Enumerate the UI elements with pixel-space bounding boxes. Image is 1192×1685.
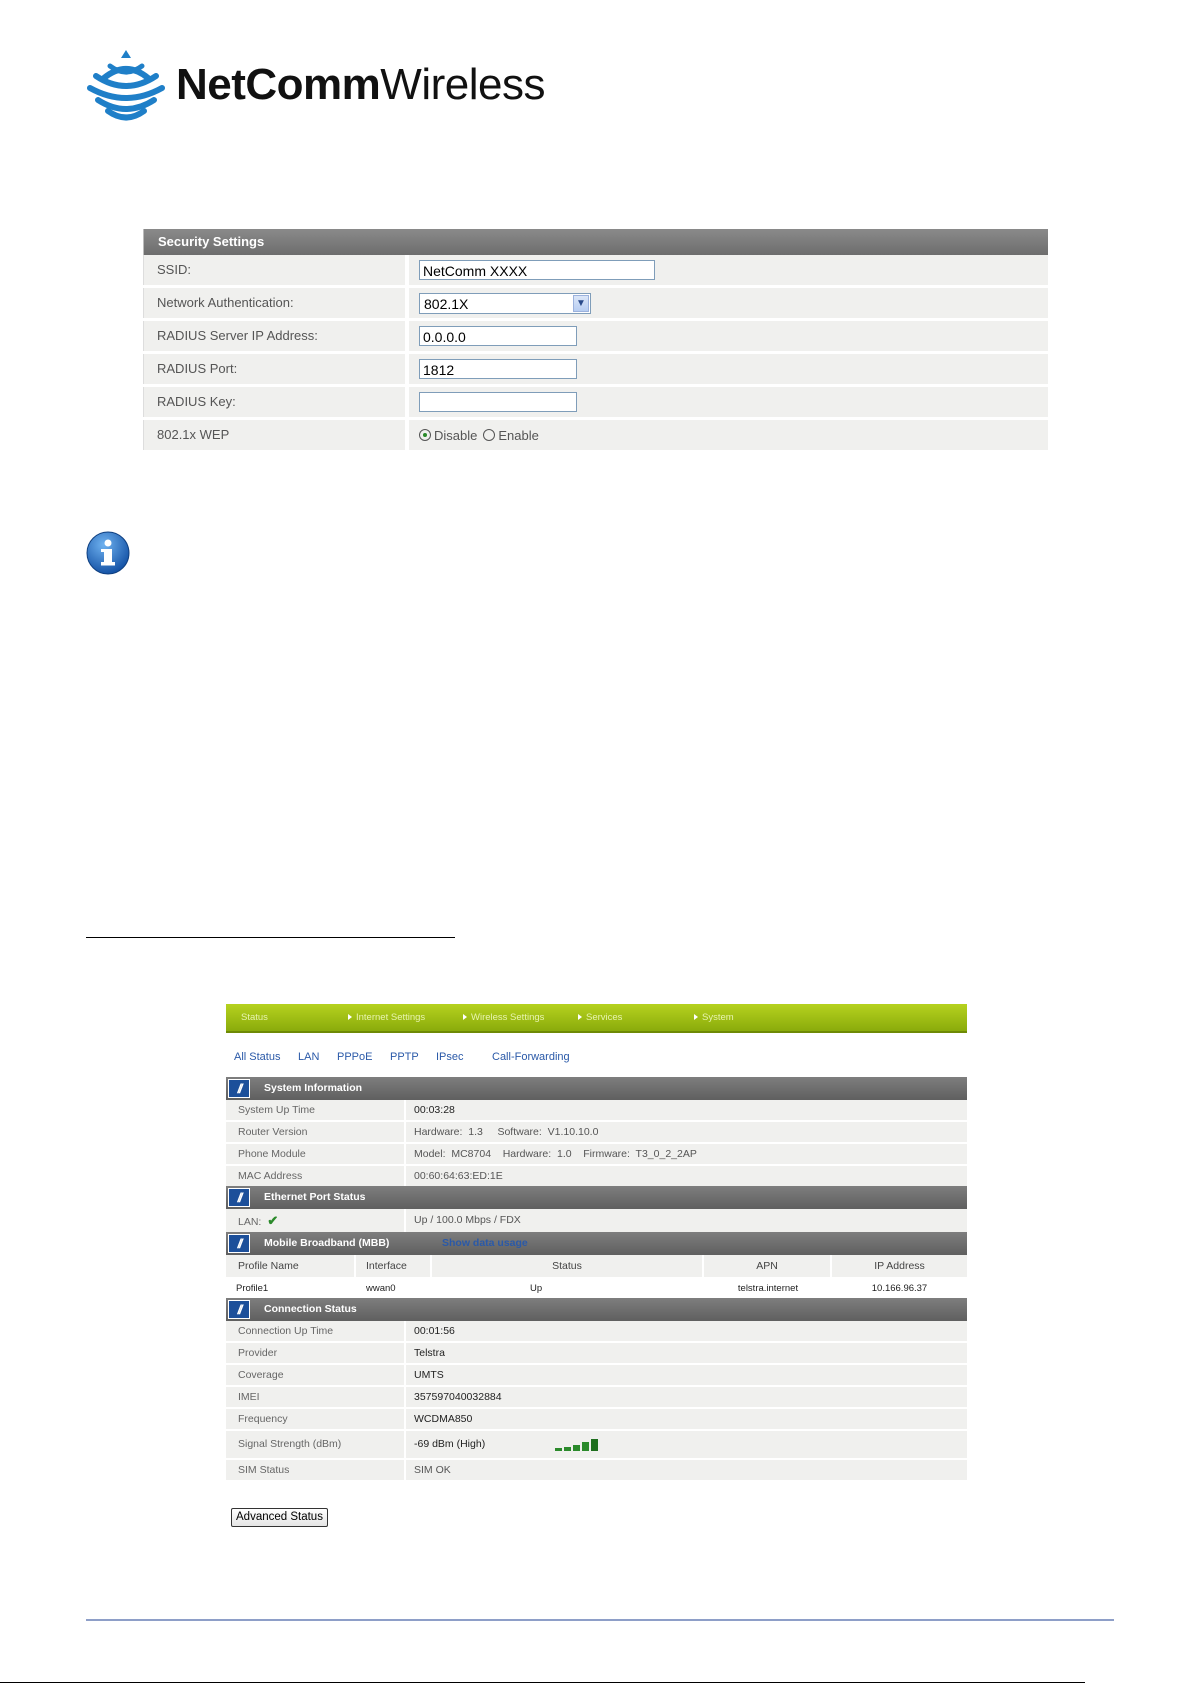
mac-address-value: 00:60:64:63:ED:1E <box>404 1166 967 1186</box>
triangle-right-icon <box>578 1014 582 1020</box>
connection-up-time-label: Connection Up Time <box>238 1325 334 1337</box>
radius-key-label: RADIUS Key: <box>143 387 405 417</box>
signal-bar <box>573 1445 580 1451</box>
imei-label: IMEI <box>238 1391 260 1403</box>
ethernet-port-status-header: // Ethernet Port Status <box>226 1186 967 1209</box>
frequency-row <box>226 1409 967 1431</box>
sim-status-value: SIM OK <box>404 1460 967 1480</box>
radius-port-label: RADIUS Port: <box>143 354 405 384</box>
router-version-value: Hardware: 1.3 Software: V1.10.10.0 <box>404 1122 967 1142</box>
router-status-screenshot <box>226 1004 967 1480</box>
phone-module-label: Phone Module <box>238 1148 306 1160</box>
sim-status-row <box>226 1460 967 1480</box>
connection-up-time-row <box>226 1321 967 1343</box>
mbb-table-header <box>226 1255 967 1279</box>
wep-label: 802.1x WEP <box>143 420 405 450</box>
coverage-value: UMTS <box>404 1365 967 1385</box>
network-authentication-label: Network Authentication: <box>143 288 405 318</box>
provider-row <box>226 1343 967 1365</box>
col-interface: Interface <box>356 1255 432 1277</box>
signal-bar <box>591 1439 598 1451</box>
ssid-label: SSID: <box>143 255 405 285</box>
coverage-row <box>226 1365 967 1387</box>
col-ip-address: IP Address <box>874 1260 925 1272</box>
ip-address-cell: 10.166.96.37 <box>871 1283 928 1294</box>
lan-status-value: Up / 100.0 Mbps / FDX <box>404 1209 967 1232</box>
system-information-header: // System Information <box>226 1077 967 1100</box>
signal-bar <box>564 1447 571 1451</box>
ssid-row <box>143 255 1048 288</box>
nav-system[interactable]: System <box>694 1012 734 1023</box>
checkmark-icon: ✔ <box>267 1213 279 1228</box>
mobile-broadband-header: // Mobile Broadband (MBB) Show data usage <box>226 1232 967 1255</box>
router-version-row <box>226 1122 967 1144</box>
sim-status-label: SIM Status <box>238 1464 290 1476</box>
wep-enable-radio[interactable] <box>483 429 495 441</box>
phone-module-value: Model: MC8704 Hardware: 1.0 Firmware: T3_0_2_2AP <box>404 1144 967 1164</box>
triangle-right-icon <box>463 1014 467 1020</box>
wep-disable-label: Disable <box>434 427 478 443</box>
signal-bar <box>555 1448 562 1451</box>
subnav-lan[interactable]: LAN <box>298 1051 320 1063</box>
brand-name: NetCommWireless <box>176 60 545 109</box>
wep-disable-radio[interactable] <box>419 429 431 441</box>
system-up-time-label: System Up Time <box>238 1104 316 1116</box>
apn-cell: telstra.internet <box>737 1283 799 1294</box>
radius-server-ip-label: RADIUS Server IP Address: <box>143 321 405 351</box>
top-nav-bar <box>226 1004 967 1033</box>
coverage-label: Coverage <box>238 1369 284 1381</box>
router-version-label: Router Version <box>238 1126 308 1138</box>
network-authentication-select[interactable]: 802.1X ▼ <box>419 293 591 314</box>
network-authentication-row <box>143 288 1048 321</box>
sub-nav <box>226 1033 967 1077</box>
system-up-time-row <box>226 1100 967 1122</box>
nav-services[interactable]: Services <box>578 1012 622 1023</box>
security-settings-title: Security Settings <box>143 229 1048 255</box>
signal-bars-icon <box>555 1438 598 1451</box>
show-data-usage-link[interactable]: Show data usage <box>442 1237 528 1249</box>
nav-status[interactable]: Status <box>241 1012 268 1023</box>
lan-status-row <box>226 1209 967 1232</box>
netcomm-logo <box>86 48 606 123</box>
radius-server-ip-row <box>143 321 1048 354</box>
separator-line <box>86 937 455 938</box>
radius-key-input[interactable] <box>419 392 577 412</box>
frequency-label: Frequency <box>238 1413 288 1425</box>
radius-server-ip-input[interactable]: 0.0.0.0 <box>419 326 577 346</box>
netcomm-badge-icon: // <box>228 1079 250 1098</box>
signal-bar <box>582 1442 589 1451</box>
wep-row <box>143 420 1048 450</box>
profile-name-cell: Profile1 <box>236 1283 269 1294</box>
netcomm-badge-icon: // <box>228 1234 250 1253</box>
col-apn: APN <box>704 1255 832 1277</box>
advanced-status-button[interactable]: Advanced Status <box>231 1508 328 1527</box>
imei-value: 357597040032884 <box>404 1387 967 1407</box>
footer-divider <box>86 1619 1114 1621</box>
mac-address-label: MAC Address <box>238 1170 303 1182</box>
radius-key-row <box>143 387 1048 420</box>
security-settings-panel <box>143 229 1048 450</box>
subnav-all-status[interactable]: All Status <box>234 1051 281 1063</box>
col-status: Status <box>432 1255 704 1277</box>
subnav-call-forwarding[interactable]: Call-Forwarding <box>492 1051 570 1063</box>
system-up-time-value: 00:03:28 <box>404 1100 967 1120</box>
signal-strength-row <box>226 1431 967 1460</box>
signal-strength-label: Signal Strength (dBm) <box>238 1438 342 1450</box>
page-bottom-line <box>0 1682 1085 1683</box>
connection-status-header: // Connection Status <box>226 1298 967 1321</box>
provider-label: Provider <box>238 1347 278 1359</box>
subnav-ipsec[interactable]: IPsec <box>436 1051 464 1063</box>
netcomm-badge-icon: // <box>228 1300 250 1319</box>
radius-port-row <box>143 354 1048 387</box>
interface-cell: wwan0 <box>366 1283 396 1294</box>
table-row <box>226 1279 967 1298</box>
subnav-pptp[interactable]: PPTP <box>390 1051 419 1063</box>
mac-address-row <box>226 1166 967 1186</box>
imei-row <box>226 1387 967 1409</box>
col-profile-name: Profile Name <box>226 1255 356 1277</box>
chevron-down-icon[interactable]: ▼ <box>573 295 589 312</box>
ssid-input[interactable]: NetComm XXXX <box>419 260 655 280</box>
triangle-right-icon <box>694 1014 698 1020</box>
signal-strength-value: -69 dBm (High) <box>404 1431 967 1458</box>
netcomm-badge-icon: // <box>228 1188 250 1207</box>
wep-enable-label: Enable <box>498 427 539 443</box>
triangle-right-icon <box>348 1014 352 1020</box>
connection-up-time-value: 00:01:56 <box>404 1321 967 1341</box>
lan-label: LAN: ✔ <box>238 1213 279 1228</box>
frequency-value: WCDMA850 <box>404 1409 967 1429</box>
status-cell: Up <box>530 1283 543 1294</box>
subnav-pppoe[interactable]: PPPoE <box>337 1051 373 1063</box>
wifi-logo-icon <box>86 48 166 123</box>
nav-internet-settings[interactable]: Internet Settings <box>348 1012 425 1023</box>
info-icon <box>86 531 130 575</box>
radius-port-input[interactable]: 1812 <box>419 359 577 379</box>
phone-module-row <box>226 1144 967 1166</box>
provider-value: Telstra <box>404 1343 967 1363</box>
nav-wireless-settings[interactable]: Wireless Settings <box>463 1012 544 1023</box>
